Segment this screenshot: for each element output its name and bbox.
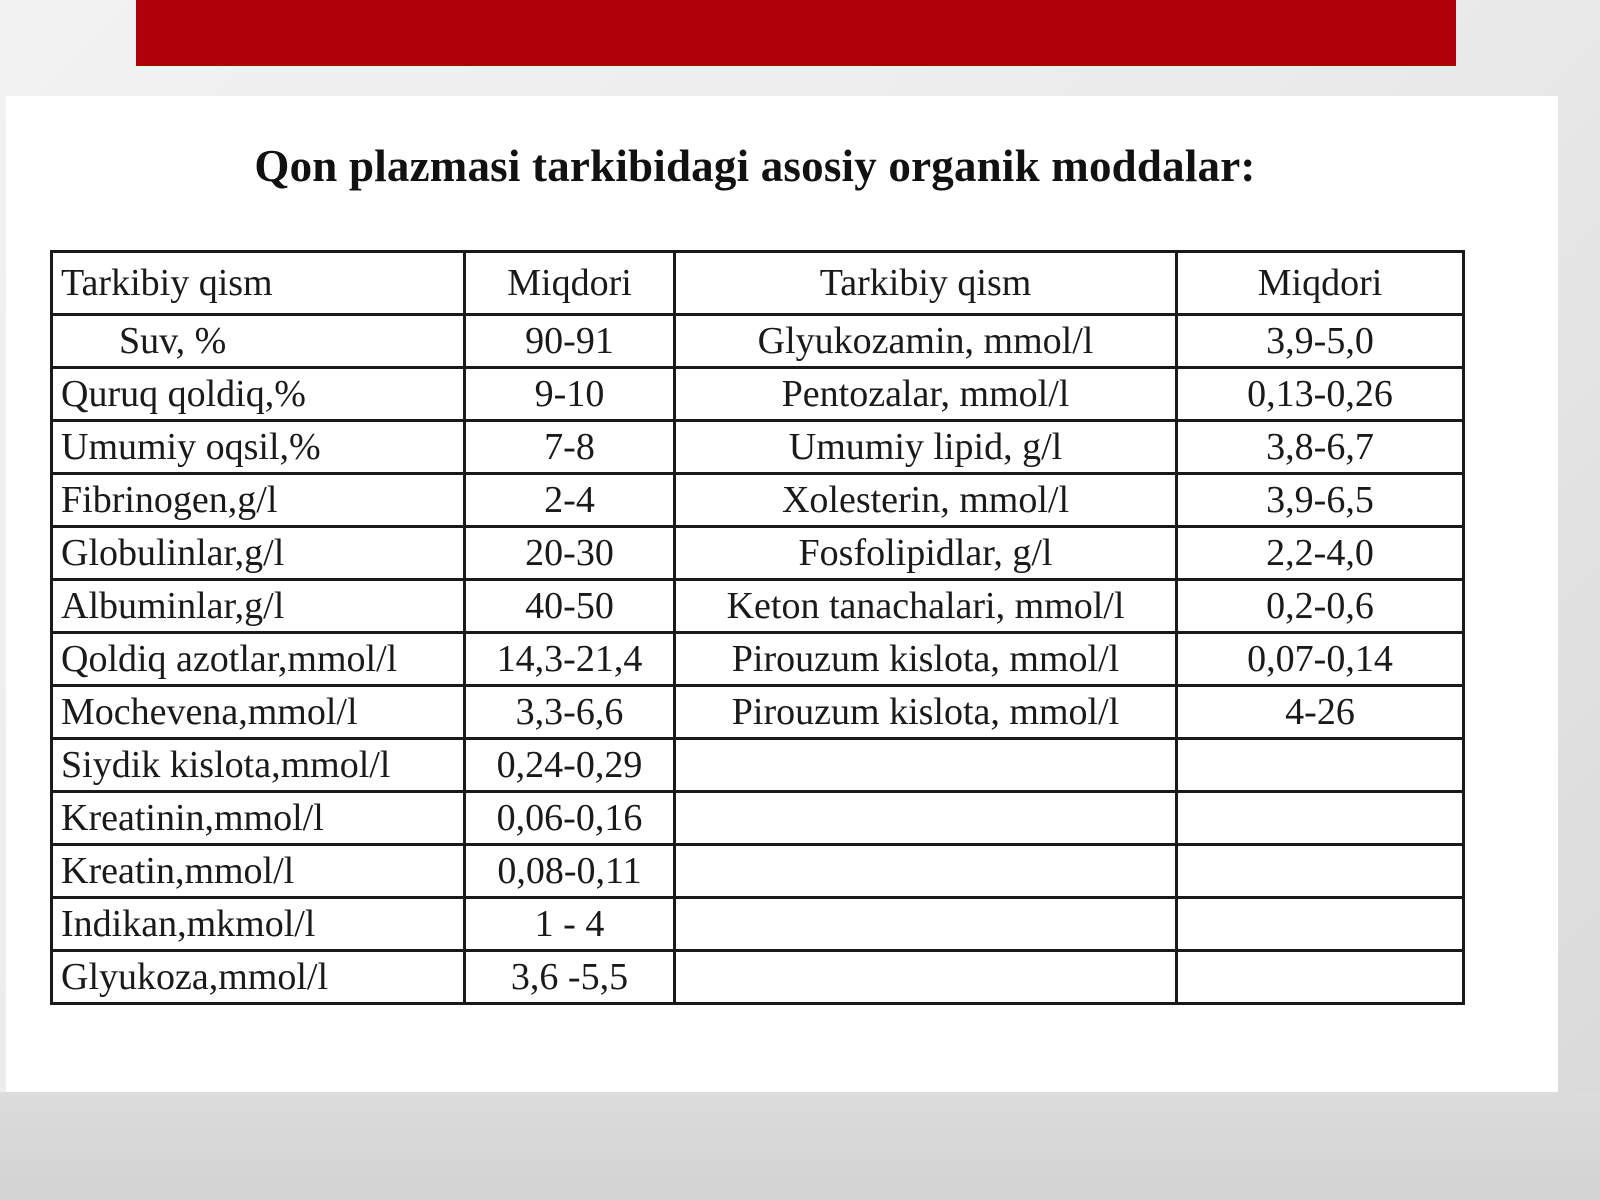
amount-value: 7-8 [465, 421, 675, 474]
amount-value: 3,9-5,0 [1177, 315, 1464, 368]
table-row [52, 898, 1464, 951]
amount-value: 0,24-0,29 [465, 739, 675, 792]
amount-value: 9-10 [465, 368, 675, 421]
component-name: Kreatinin,mmol/l [52, 792, 465, 845]
amount-value: 3,9-6,5 [1177, 474, 1464, 527]
amount-value [1177, 898, 1464, 951]
amount-value: 14,3-21,4 [465, 633, 675, 686]
table-row [52, 527, 1464, 580]
table-row [52, 580, 1464, 633]
amount-value: 2,2-4,0 [1177, 527, 1464, 580]
amount-value: 4-26 [1177, 686, 1464, 739]
component-name: Fibrinogen,g/l [52, 474, 465, 527]
amount-value: 20-30 [465, 527, 675, 580]
component-name [675, 951, 1177, 1004]
component-name: Suv, % [52, 315, 465, 368]
amount-value: 0,07-0,14 [1177, 633, 1464, 686]
table-header-row [52, 252, 1464, 315]
component-name: Fosfolipidlar, g/l [675, 527, 1177, 580]
header-component: Tarkibiy qism [52, 252, 465, 315]
component-name [675, 792, 1177, 845]
component-name: Xolesterin, mmol/l [675, 474, 1177, 527]
component-name: Mochevena,mmol/l [52, 686, 465, 739]
component-name [675, 845, 1177, 898]
table-row [52, 315, 1464, 368]
table-row [52, 474, 1464, 527]
component-name: Qoldiq azotlar,mmol/l [52, 633, 465, 686]
amount-value: 3,8-6,7 [1177, 421, 1464, 474]
amount-value: 0,06-0,16 [465, 792, 675, 845]
slide-title: Qon plazmasi tarkibidagi asosiy organik moddalar: [254, 141, 1256, 191]
component-name: Pentozalar, mmol/l [675, 368, 1177, 421]
component-name: Globulinlar,g/l [52, 527, 465, 580]
header-amount: Miqdori [1177, 252, 1464, 315]
component-name: Umumiy lipid, g/l [675, 421, 1177, 474]
component-name: Kreatin,mmol/l [52, 845, 465, 898]
amount-value: 2-4 [465, 474, 675, 527]
amount-value [1177, 739, 1464, 792]
component-name: Indikan,mkmol/l [52, 898, 465, 951]
amount-value: 0,2-0,6 [1177, 580, 1464, 633]
table-row [52, 951, 1464, 1004]
header-accent-bar [136, 0, 1456, 66]
component-name [675, 898, 1177, 951]
header-amount: Miqdori [465, 252, 675, 315]
composition-table [50, 250, 1465, 1005]
amount-value: 1 - 4 [465, 898, 675, 951]
header-component: Tarkibiy qism [675, 252, 1177, 315]
table-row [52, 739, 1464, 792]
table-row [52, 686, 1464, 739]
amount-value [1177, 951, 1464, 1004]
component-name: Siydik kislota,mmol/l [52, 739, 465, 792]
amount-value: 90-91 [465, 315, 675, 368]
table-row [52, 633, 1464, 686]
component-name: Pirouzum kislota, mmol/l [675, 686, 1177, 739]
table-row [52, 792, 1464, 845]
bottom-band [0, 1092, 1600, 1200]
component-name: Albuminlar,g/l [52, 580, 465, 633]
table-row [52, 421, 1464, 474]
component-name: Umumiy oqsil,% [52, 421, 465, 474]
component-name: Pirouzum kislota, mmol/l [675, 633, 1177, 686]
amount-value [1177, 792, 1464, 845]
component-name: Quruq qoldiq,% [52, 368, 465, 421]
amount-value: 3,3-6,6 [465, 686, 675, 739]
amount-value: 3,6 -5,5 [465, 951, 675, 1004]
amount-value: 0,13-0,26 [1177, 368, 1464, 421]
table-row [52, 845, 1464, 898]
amount-value: 40-50 [465, 580, 675, 633]
component-name: Glyukozamin, mmol/l [675, 315, 1177, 368]
component-name: Glyukoza,mmol/l [52, 951, 465, 1004]
amount-value: 0,08-0,11 [465, 845, 675, 898]
amount-value [1177, 845, 1464, 898]
table-row [52, 368, 1464, 421]
component-name [675, 739, 1177, 792]
component-name: Keton tanachalari, mmol/l [675, 580, 1177, 633]
